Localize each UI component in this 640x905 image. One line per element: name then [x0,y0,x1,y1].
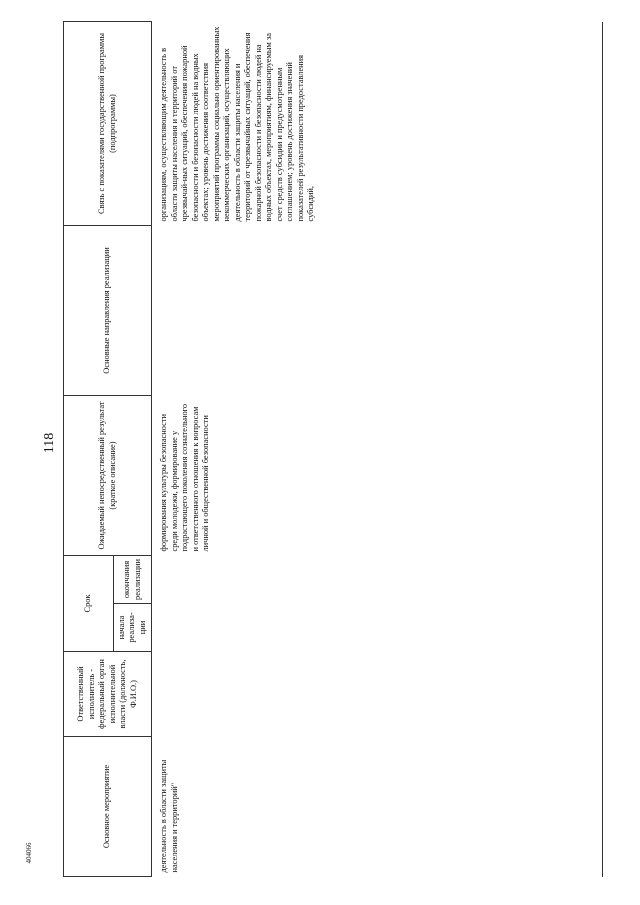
program-activities-table [63,21,599,877]
table-row [152,22,600,877]
cell-indicators: организациям, осуществляющим деятельность в области защиты населения и территорий от чрезвычай-ных ситуаций, обеспечения пожарной безопасности и безопасности людей на водных объектах; уровень достижения соответствия мероприятий программы социально ориентированных некоммерческих организаций, осуществляющих деятельность в области защиты населения и территорий от чрезвычайных ситуаций, обеспечения пожарной безопасности и безопасности людей на водных объектах, мероприятиям, финансируемым за счет средств субсидии и предусмотренным соглашением; уровень достижения значений показателей результативности предоставления субсидий, [159,26,315,222]
header-term-end: окончания реализации [114,556,152,604]
header-directions: Основные направления реализации [64,226,152,396]
header-term: Срок [64,556,114,652]
header-main-event: Основное мероприятие [64,737,152,877]
header-term-start: начала реализа-ции [114,604,152,652]
cell-term-start [152,604,600,652]
cell-executor [152,652,600,737]
header-executor: Ответственный исполнитель - федеральный орган исполнительной власти (должность, Ф.И.О.) [64,652,152,737]
table-bottom-border [602,22,603,877]
cell-main-event: деятельность в области защиты населения и территорий" [159,759,179,873]
page-number: 118 [42,432,57,454]
header-indicators: Связь с показателями государственной программы (подпрограммы) [64,22,152,226]
cell-expected-result: формирования культуры безопасности среди молодежи, формирование у подрастающего поколения сознательного и ответственного отношения к вопросам личной и общественной безопасности [159,403,210,552]
document-code: 404066 [25,842,33,864]
rotated-table-sheet [63,22,603,877]
cell-term-end [152,556,600,604]
header-expected-result: Ожидаемый непосредственный результат (краткое описание) [64,396,152,556]
cell-directions [152,226,600,396]
